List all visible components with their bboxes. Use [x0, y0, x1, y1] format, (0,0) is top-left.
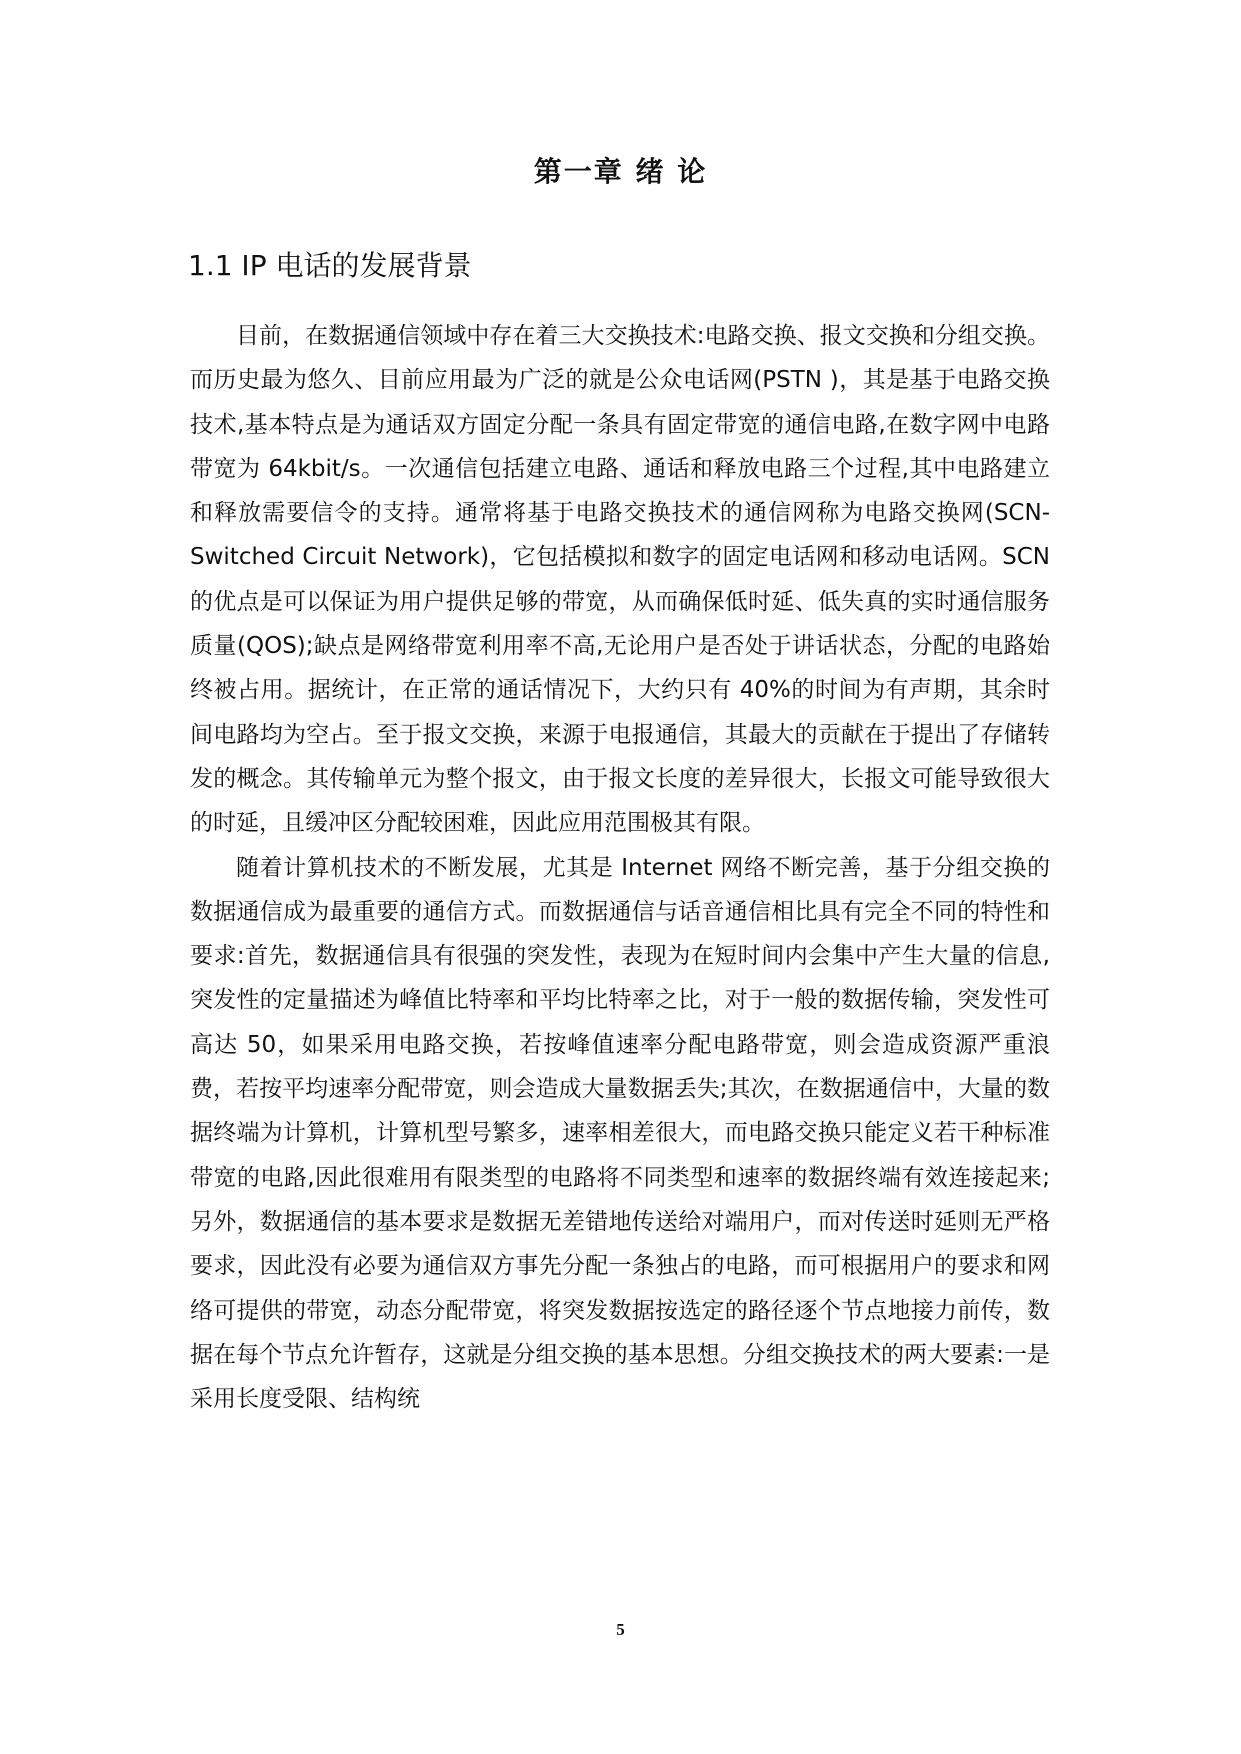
body-text [190, 314, 1050, 1421]
paragraph-2: 随着计算机技术的不断发展，尤其是 Internet 网络不断完善，基于分组交换的数据通信成为最重要的通信方式。而数据通信与话音通信相比具有完全不同的特性和要求:首先，数据通信具有很强的突发性，表现为在短时间内会集中产生大量的信息,突发性的定量描述为峰值比特率和平均比特率之比，对于一般的数据传输，突发性可高达 50，如果采用电路交换，若按峰值速率分配电路带宽，则会造成资源严重浪费，若按平均速率分配带宽，则会造成大量数据丢失;其次，在数据通信中，大量的数据终端为计算机，计算机型号繁多，速率相差很大，而电路交换只能定义若干种标准带宽的电路,因此很难用有限类型的电路将不同类型和速率的数据终端有效连接起来;另外，数据通信的基本要求是数据无差错地传送给对端用户，而对传送时延则无严格要求，因此没有必要为通信双方事先分配一条独占的电路，而可根据用户的要求和网络可提供的带宽，动态分配带宽，将突发数据按选定的路径逐个节点地接力前传，数据在每个节点允许暂存，这就是分组交换的基本思想。分组交换技术的两大要素:一是采用长度受限、结构统 [190, 854, 1050, 1413]
page-number: 5 [616, 1620, 625, 1639]
section-heading: 1.1 IP 电话的发展背景 [188, 249, 472, 282]
chapter-title: 第一章 绪 论 [533, 155, 708, 188]
paragraph-1: 目前，在数据通信领域中存在着三大交换技术:电路交换、报文交换和分组交换。而历史最为悠久、目前应用最为广泛的就是公众电话网(PSTN )，其是基于电路交换技术,基本特点是为通话双方固定分配一条具有固定带宽的通信电路,在数字网中电路带宽为 64kbit/s。一次通信包括建立电路、通话和释放电路三个过程,其中电路建立和释放需要信令的支持。通常将基于电路交换技术的通信网称为电路交换网(SCN-Switched Circuit Network)，它包括模拟和数字的固定电话网和移动电话网。SCN 的优点是可以保证为用户提供足够的带宽，从而确保低时延、低失真的实时通信服务质量(QOS);缺点是网络带宽利用率不高,无论用户是否处于讲话状态，分配的电路始终被占用。据统计，在正常的通话情况下，大约只有 40%的时间为有声期，其余时间电路均为空占。至于报文交换，来源于电报通信，其最大的贡献在于提出了存储转发的概念。其传输单元为整个报文，由于报文长度的差异很大，长报文可能导致很大的时延，且缓冲区分配较困难，因此应用范围极其有限。 [190, 323, 1050, 837]
